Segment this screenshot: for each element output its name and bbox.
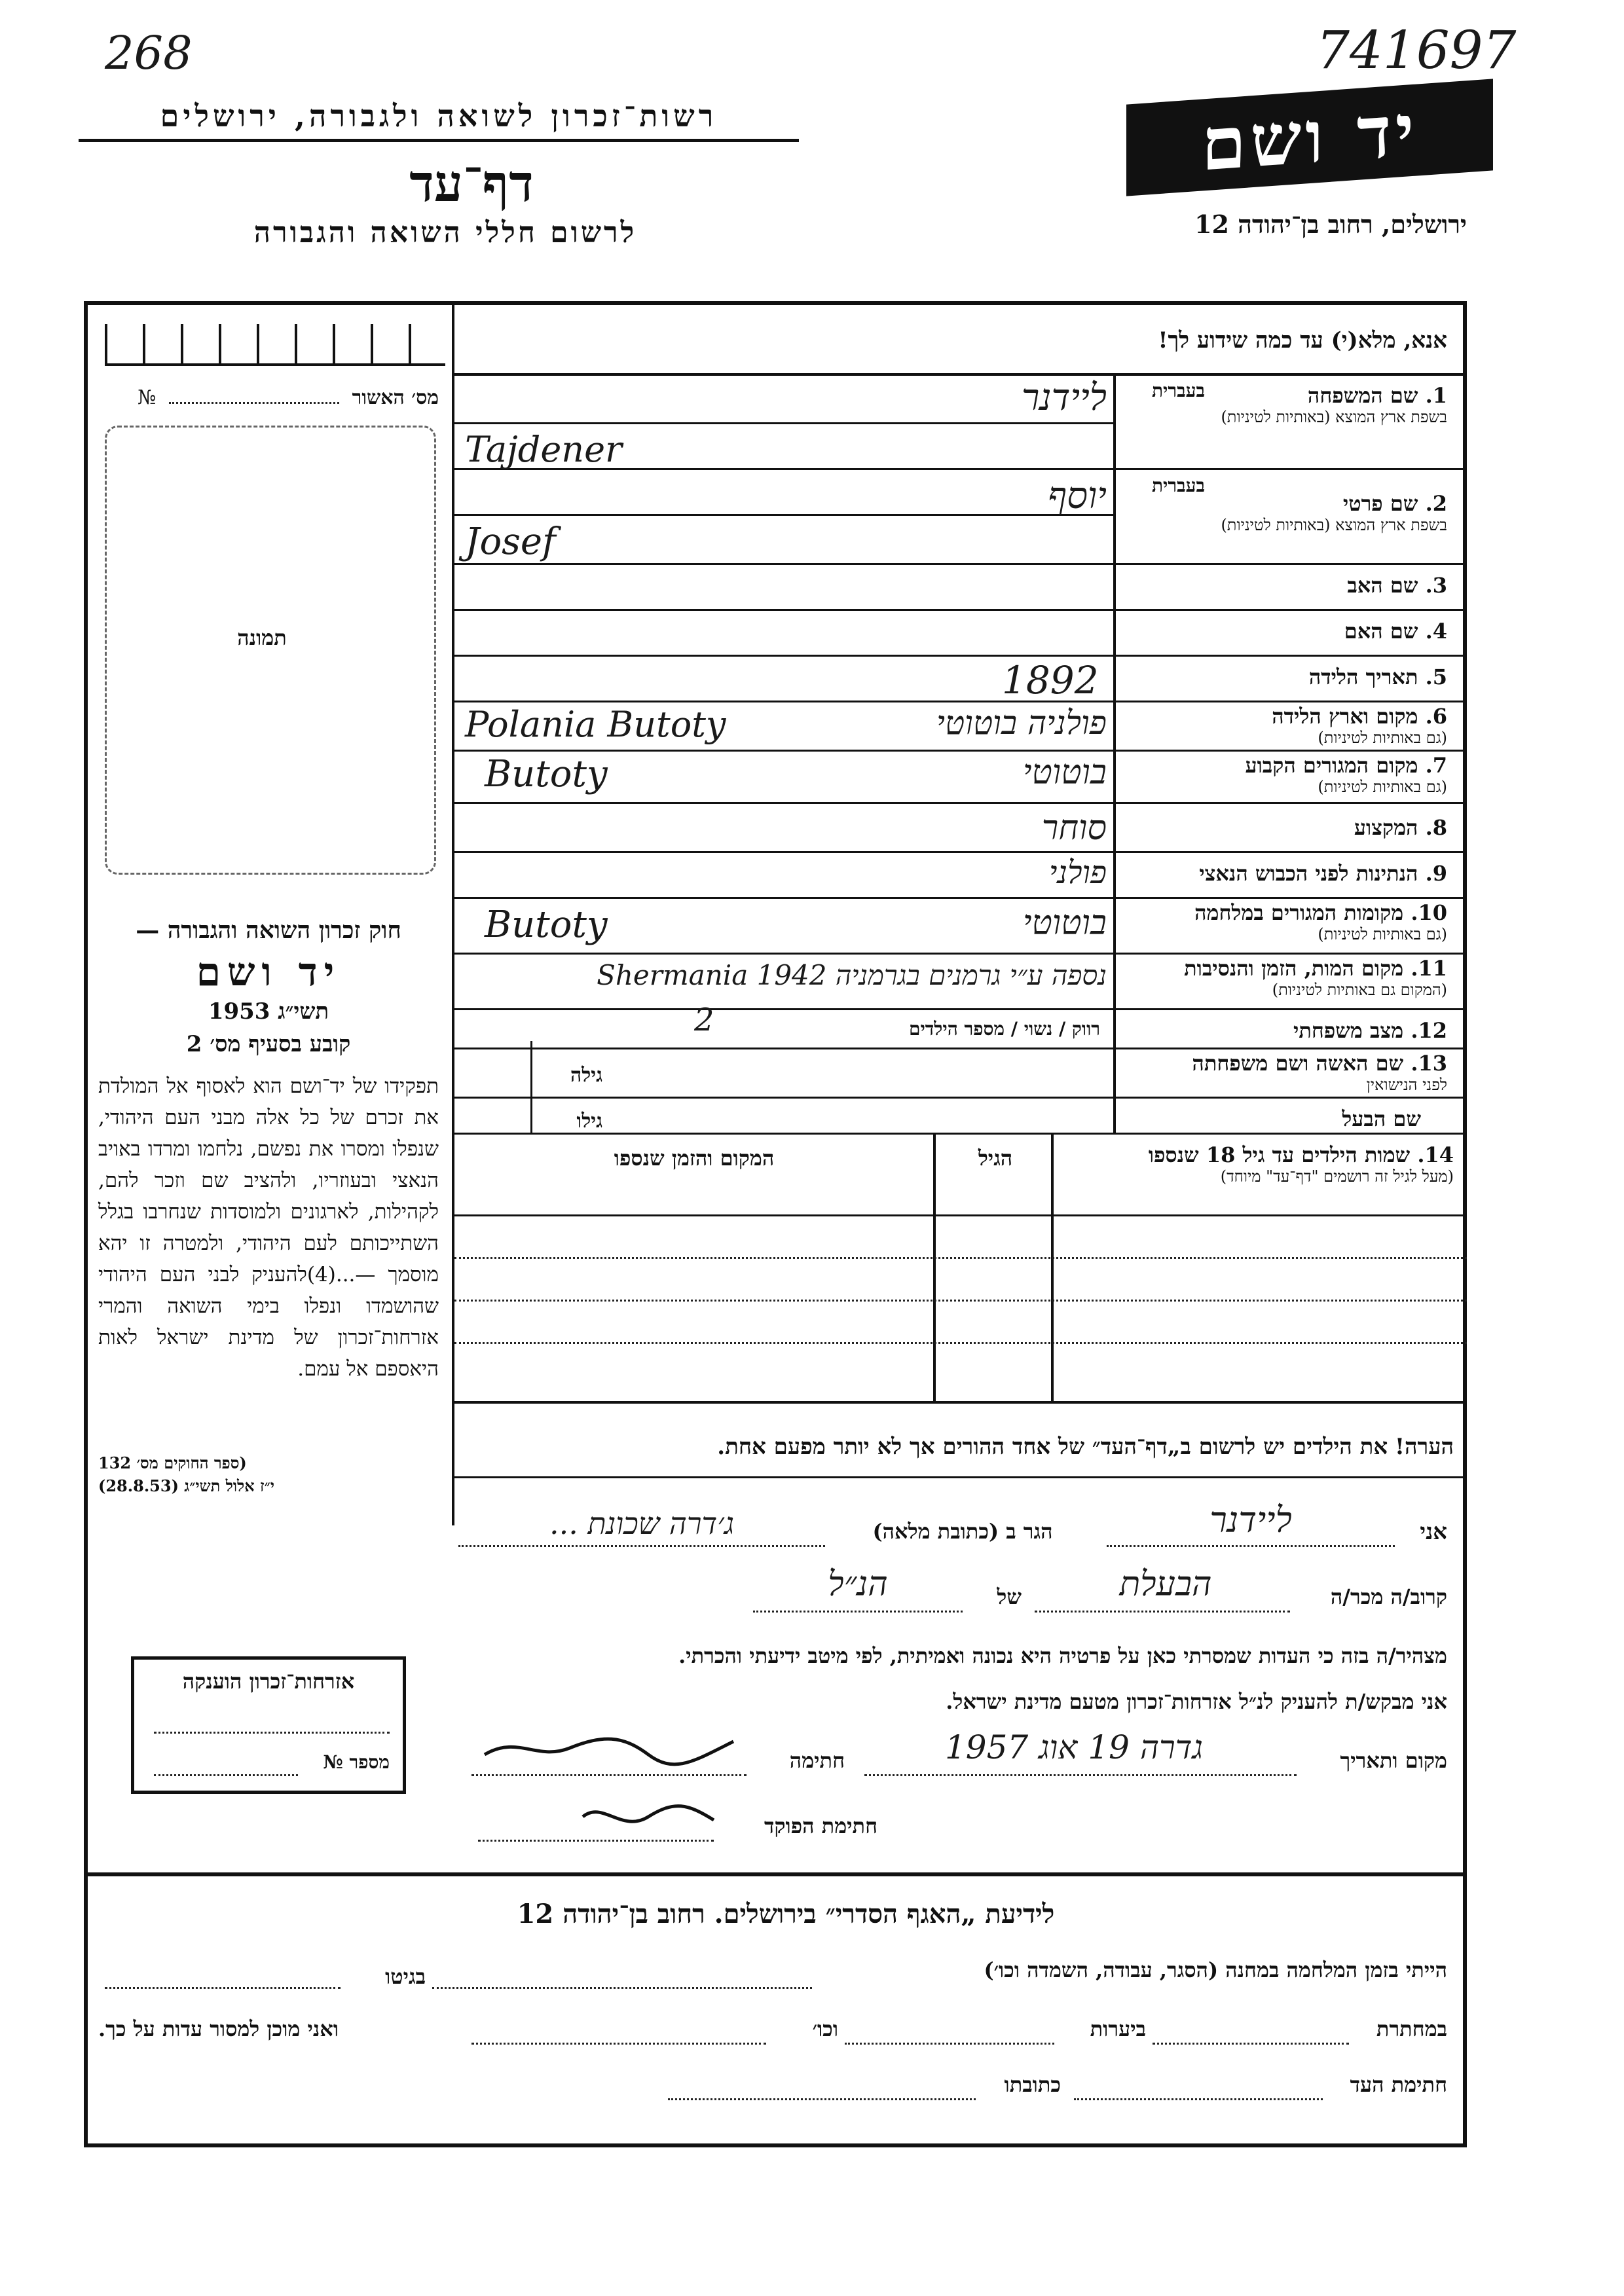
bottom-line1-a: הייתי בזמן המלחמה במחנה (הסגר, עבודה, השמדה וכו׳) <box>984 1958 1447 1982</box>
header-underline <box>79 139 799 142</box>
bottom-line2-d: ואני מוכן למסור עדות על כך. <box>98 2016 339 2041</box>
bottom-separator <box>84 1872 1467 1876</box>
honor-box <box>131 1656 406 1794</box>
field-9-label: 9. הנתינות לפני הכבוש הנאצי <box>1199 861 1447 886</box>
field-2-hebrew-tag: בעברית <box>1151 475 1205 496</box>
field-7-value-lat[interactable]: Butoty <box>485 753 608 795</box>
address: ירושלים, רחוב בן־יהודה 12 <box>1194 210 1467 239</box>
approval-label: מס׳ האשור <box>352 386 439 409</box>
law-heading: חוק זכרון השואה והגבורה — <box>136 917 401 944</box>
tick-boxes <box>105 324 445 366</box>
field-1-value-lat[interactable]: Tajdener <box>465 429 622 470</box>
decl-of-value[interactable]: הנ״ל <box>828 1565 888 1604</box>
col-place-header: המקום והזמן שנספו <box>614 1146 775 1171</box>
field-5-label: 5. תאריך הלידה <box>1308 665 1447 689</box>
field-6-value-he[interactable]: פולניה בוטוטי <box>936 704 1107 742</box>
decl-relation-value[interactable]: הבעלת <box>1119 1565 1212 1604</box>
field-4-label: 4. שם האם <box>1344 619 1447 644</box>
instruction-row-line <box>452 373 1467 376</box>
field-14-label: 14. שמות הילדים עד גיל 18 שנספו (מעל לגיל זה רושמים "דף־עד" מיוחד) <box>1148 1142 1454 1186</box>
bottom-line3-a: חתימת העד <box>1350 2072 1447 2097</box>
authority-title: רשות־זכרון לשואה ולגבורה, ירושלים <box>160 98 718 134</box>
col-age-header: הגיל <box>978 1146 1013 1171</box>
photo-box <box>105 426 436 875</box>
decl-name-value[interactable]: ליידנר <box>1209 1499 1292 1540</box>
approval-number-field[interactable] <box>111 386 439 409</box>
field-5-value[interactable]: 1892 <box>1002 658 1099 702</box>
field-2-label: 2. שם פרטי בשפת ארץ המוצא (באותיות לטיניות) <box>1221 491 1447 534</box>
field-12-label: 12. מצב משפחתי <box>1293 1018 1447 1043</box>
law-body: תפקידו של יד־ושם הוא לאסוף אל המולדת את זכרם של כל אלה מבני העם היהודי, שנפלו ומסרו את נפשם, נלחמו ומרדו באויב הנאצי ובעוזריו, ולהציב שם וזכר להם, לקהילות, לארגונים ולמוסדות שנחרבו בגלל השתייכותם לעם היהודי, ולמטרה זו יהא מוסמך —...(4)להעניק לבני העם היהודי שהושמדו ונפלו בימי השואה והמרי אזרחות־זכרון של מדינת ישראל לאות היאספם אל עמם. <box>98 1074 439 1381</box>
law-citation-1: (ספר החוקים מס׳ 132 <box>98 1453 247 1472</box>
photo-label: תמונה <box>237 625 287 650</box>
field-10-value-he[interactable]: בוטוטי <box>1022 903 1107 943</box>
decl-address-value[interactable]: ג׳דרה שכונת ... <box>549 1506 735 1541</box>
note-text: את הילדים יש לרשום ב„דף־העד״ של אחד ההורים אך לא יותר מפעם אחת. <box>717 1434 1388 1460</box>
field-2-value-he[interactable]: יוסף <box>1048 475 1107 517</box>
law-clause: קובע בסעיף מס׳ 2 <box>186 1031 351 1057</box>
decl-relative: קרוב/ה מכר/ה <box>1330 1584 1447 1609</box>
honor-box-number: מספר № <box>323 1751 390 1773</box>
page-number: 268 <box>105 26 193 80</box>
bottom-line3-b: כתובתו <box>1004 2072 1061 2097</box>
field-8-label: 8. המקצוע <box>1354 815 1447 840</box>
field-7-value-he[interactable]: בוטוטי <box>1022 753 1107 792</box>
bottom-line2-b: ביערות <box>1090 2016 1146 2041</box>
field-3-label: 3. שם האב <box>1347 573 1447 598</box>
decl-signature-label: חתימה <box>789 1748 845 1773</box>
yad-vashem-logo <box>1126 79 1493 196</box>
field-12-options: רווק / נשוי / מספר הילדים <box>908 1018 1100 1040</box>
decl-place-date: מקום ותאריך <box>1340 1748 1447 1773</box>
field-1-label: 1. שם המשפחה בשפת ארץ המוצא (באותיות לטיניות) <box>1221 383 1447 426</box>
law-name: יד ושם <box>196 949 341 995</box>
field-6-value-lat[interactable]: Polania Butoty <box>465 704 726 745</box>
decl-i: אני <box>1420 1519 1447 1545</box>
decl-lives-at: הגר ב (כתובת מלאה) <box>872 1519 1053 1544</box>
decl-of: של <box>997 1584 1022 1609</box>
honor-box-title: אזרחות־זכרון הוענקה <box>182 1669 355 1694</box>
field-1-value-he[interactable]: ליידנר <box>1021 376 1107 419</box>
bottom-heading: לידיעת „האגף הסדרי״ בירושלים. רחוב בן־יהודה 12 <box>517 1899 1055 1929</box>
bottom-line1-b: בגיטו <box>385 1964 426 1989</box>
field-11-label: 11. מקום המות, הזמן והנסיבות (המקום גם באותיות לטיניות) <box>1184 956 1447 999</box>
field-1-hebrew-tag: בעברית <box>1151 380 1205 401</box>
husband-label: שם הבעל <box>1342 1106 1421 1131</box>
field-13-label: 13. שם האשה ושם משפחתה לפני הנישואין <box>1192 1051 1447 1094</box>
bottom-line2-c: וכו׳ <box>812 2016 838 2041</box>
decl-place-date-value[interactable]: גדרה 19 אוג 1957 <box>944 1728 1204 1766</box>
field-9-value[interactable]: פולני <box>1048 854 1107 891</box>
form-title: דף־עד <box>409 154 534 213</box>
officer-scrawl <box>576 1797 720 1836</box>
husband-age-label: גילו <box>576 1110 602 1133</box>
field-2-value-lat[interactable]: Josef <box>465 520 556 563</box>
field-8-value[interactable]: סוחר <box>1041 809 1107 848</box>
decl-request: אני מבקש/ת להעניק לנ״ל אזרחות־זכרון מטעם מדינת ישראל. <box>946 1689 1447 1714</box>
field-12-value[interactable]: 2 <box>694 1002 714 1038</box>
form-subtitle: לרשום חללי השואה והגבורה <box>253 216 637 249</box>
law-citation-2: י״ז אלול תשי״ג (28.8.53) <box>98 1476 275 1495</box>
note-label: הערה! <box>1395 1434 1454 1460</box>
bottom-line2-a: במחתרת <box>1376 2016 1447 2041</box>
field-6-label: 6. מקום וארץ הלידה (גם באותיות לטיניות) <box>1272 704 1447 747</box>
logo-text: יד ושם <box>1201 87 1418 187</box>
wife-age-label: גילה <box>570 1064 602 1087</box>
field-7-label: 7. מקום המגורים הקבוע (גם באותיות לטיניות) <box>1245 753 1447 796</box>
law-year: תשי״ג 1953 <box>208 998 329 1025</box>
signature-scrawl <box>478 1728 740 1768</box>
note <box>458 1434 1454 1460</box>
field-10-value-lat[interactable]: Butoty <box>485 903 608 946</box>
no-sign: № <box>138 386 157 409</box>
decl-officer-signature: חתימת הפוקד <box>764 1813 877 1838</box>
id-number: 741697 <box>1316 20 1517 81</box>
label-column-divider <box>1113 373 1116 1133</box>
instruction-text: אנא, מלא(י) עד כמה שידוע לך! <box>1158 327 1447 354</box>
decl-statement: מצהיר/ה בזה כי העדות שמסרתי כאן על פרטיה היא נכונה ואמיתית, לפי מיטב ידיעתי והכרתי. <box>678 1643 1447 1668</box>
field-10-label: 10. מקומות המגורים במלחמה (גם באותיות לטיניות) <box>1194 900 1447 943</box>
field-11-value[interactable]: נספה ע״י גרמנים בגרמניה 1942 Shermania <box>597 959 1107 991</box>
